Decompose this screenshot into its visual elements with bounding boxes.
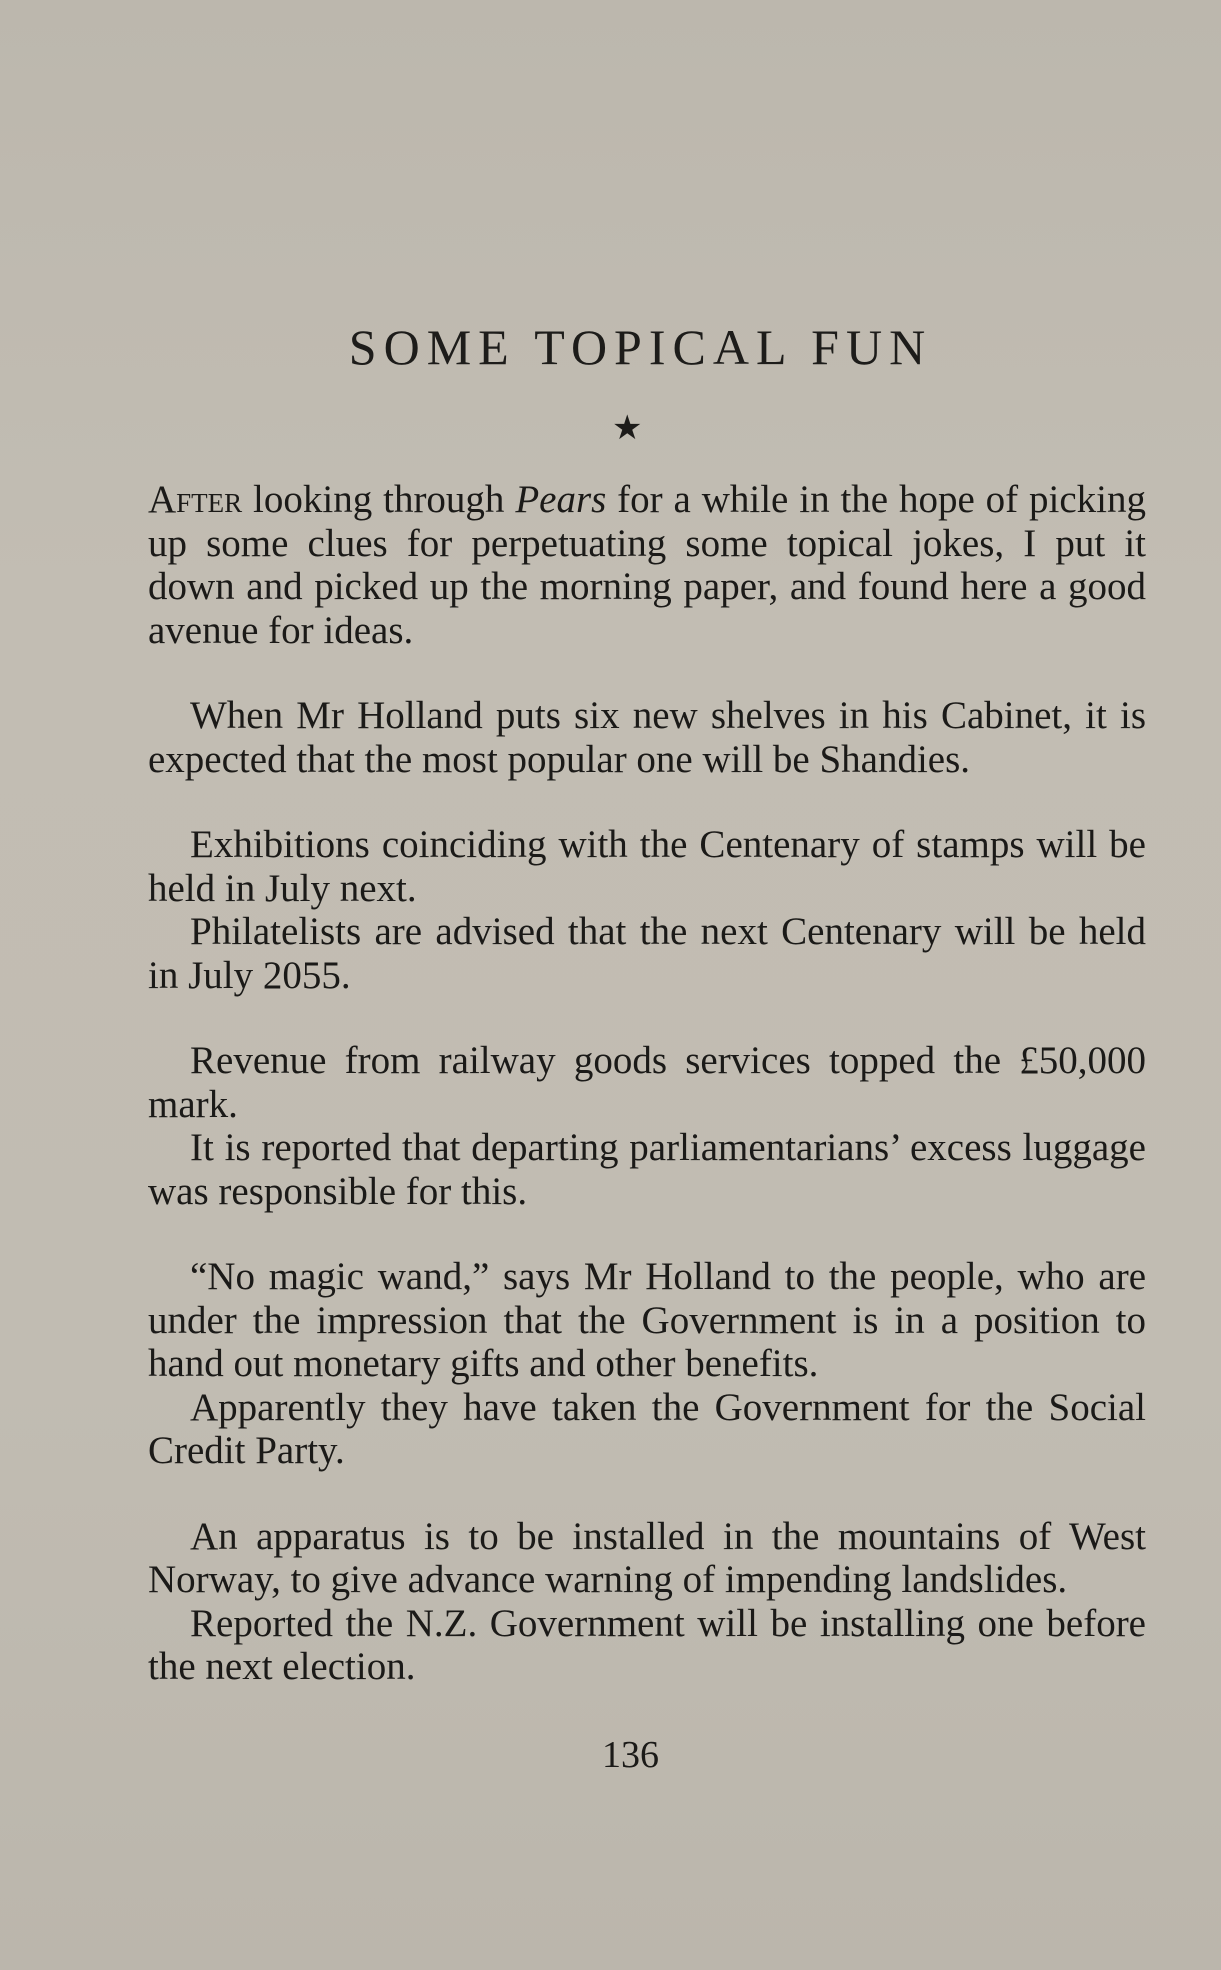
paragraph-railway-follow: It is reported that departing parliamentarians’ excess luggage was responsible for this. [148,1126,1146,1213]
paragraph-cabinet: When Mr Holland puts six new shelves in his Cabinet, it is expected that the most popular one will be Shandies. [148,694,1146,781]
paragraph-magic-wand-follow: Apparently they have taken the Government for the Social Credit Party. [148,1385,1146,1472]
intro-text-b: for a while in the hope of picking up some clues for perpetuating some topical jokes, I put it down and picked up the morning paper, and found here a good avenue for ideas. [148,478,1146,652]
star-ornament-icon: ★ [612,410,643,447]
intro-text-a: looking through [242,478,516,521]
paragraph-norway-follow: Reported the N.Z. Government will be installing one before the next election. [148,1601,1146,1688]
book-title-italic: Pears [515,478,607,521]
paragraph-intro [148,478,1146,652]
paragraph-stamps: Exhibitions coinciding with the Centenary of stamps will be held in July next. [148,823,1146,910]
chapter-body [148,478,1146,1689]
chapter-title: SOME TOPICAL FUN [348,319,933,375]
lead-word: After [148,478,243,521]
paragraph-stamps-follow: Philatelists are advised that the next Centenary will be held in July 2055. [148,910,1146,997]
page-number: 136 [602,1734,659,1776]
paragraph-magic-wand: “No magic wand,” says Mr Holland to the people, who are under the impression that the Government is in a position to hand out monetary gifts and other benefits. [148,1255,1146,1385]
paragraph-railway: Revenue from railway goods services topped the £50,000 mark. [148,1039,1146,1126]
paragraph-norway: An apparatus is to be installed in the mountains of West Norway, to give advance warning of impending landslides. [148,1514,1146,1601]
